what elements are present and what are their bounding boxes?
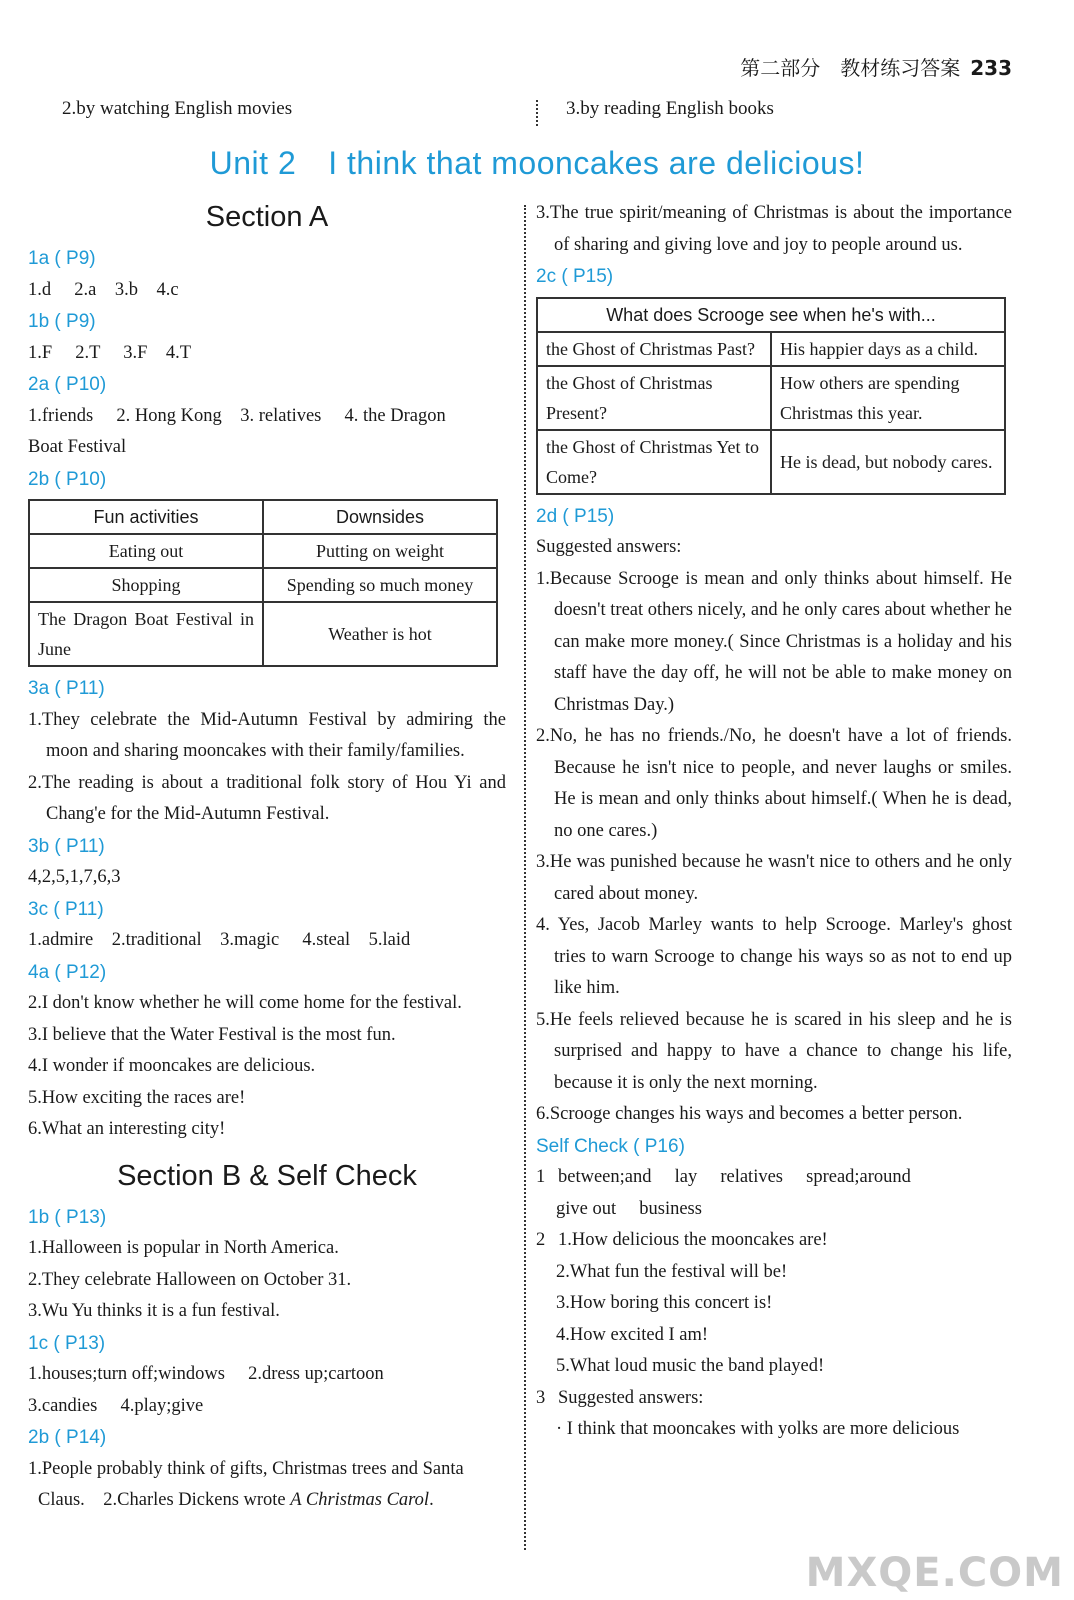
self-check-number: 2: [536, 1230, 546, 1250]
self-check-2-1: 1.How delicious the mooncakes are!: [558, 1230, 828, 1250]
label-4a: 4a ( P12): [28, 961, 107, 983]
table-cell: He is dead, but nobody cares.: [771, 430, 1005, 494]
answer-4a-6: 6.What an interesting city!: [28, 1119, 226, 1139]
answer-b-1c-2: 3.candies 4.play;give: [28, 1395, 204, 1416]
label-1a: 1a ( P9): [28, 248, 96, 269]
section-b-title: Section B & Self Check: [117, 1159, 417, 1192]
unit-title: [0, 145, 1074, 182]
answer-b-2b-1: 1.People probably think of gifts, Christmas trees and Santa: [28, 1458, 464, 1479]
label-b-2b: 2b ( P14): [28, 1427, 107, 1448]
top-answer-right: 3.by reading English books: [566, 98, 774, 119]
answer-b-2b-end: .: [429, 1490, 434, 1510]
answer-1b: 1.F 2.T 3.F 4.T: [28, 342, 192, 363]
label-3a: 3a ( P11): [28, 678, 105, 699]
answer-4a-5: 5.How exciting the races are!: [28, 1087, 246, 1108]
right-column: [536, 198, 1012, 1446]
self-check-3-head: Suggested answers:: [558, 1387, 704, 1408]
table-cell: How others are spending Christmas this year.: [771, 366, 1005, 430]
label-1b: 1b ( P9): [28, 311, 96, 332]
self-check-1-words: between;and lay relatives spread;around: [558, 1167, 911, 1187]
table-cell: Eating out: [29, 534, 263, 568]
table-row: [29, 602, 497, 666]
answer-3a-1: 1.They celebrate the Mid-Autumn Festival by admiring the moon and sharing mooncakes with their family/families.: [28, 709, 506, 761]
table-row: [537, 332, 1005, 366]
self-check-number: 1: [536, 1167, 546, 1187]
self-check-1: [536, 1162, 1012, 1194]
label-3b: 3b ( P11): [28, 835, 105, 857]
label-self-check: Self Check ( P16): [536, 1135, 685, 1157]
answer-4a-3: 3.I believe that the Water Festival is the most fun.: [28, 1024, 396, 1045]
label-2c: 2c ( P15): [536, 266, 614, 287]
book-title: A Christmas Carol: [290, 1490, 430, 1510]
unit-number: Unit 2: [209, 145, 297, 181]
label-b-1c: 1c ( P13): [28, 1332, 106, 1354]
table-cell: His happier days as a child.: [771, 332, 1005, 366]
label-2d: 2d ( P15): [536, 505, 615, 527]
self-check-2: [536, 1225, 1012, 1257]
answer-2d-6: 6.Scrooge changes his ways and becomes a better person.: [536, 1104, 963, 1124]
top-answer-left: 2.by watching English movies: [62, 98, 293, 119]
answer-4a-2: 2.I don't know whether he will come home for the festival.: [28, 993, 462, 1013]
self-check-2-2: 2.What fun the festival will be!: [556, 1261, 788, 1282]
watermark: MXQE.COM: [805, 1550, 1064, 1596]
label-b-1b: 1b ( P13): [28, 1206, 107, 1228]
label-3c: 3c ( P11): [28, 898, 104, 920]
self-check-2-3: 3.How boring this concert is!: [556, 1293, 773, 1313]
self-check-2-4: 4.How excited I am!: [556, 1324, 709, 1345]
answer-2b-3: 3.The true spirit/meaning of Christmas is about the importance of sharing and giving love and joy to people around us.: [536, 203, 1012, 255]
page-number: 233: [970, 56, 1012, 80]
answer-3c: 1.admire 2.traditional 3.magic 4.steal 5.laid: [28, 930, 411, 950]
answer-3a-2: 2.The reading is about a traditional folk story of Hou Yi and Chang'e for the Mid-Autumn Festival.: [28, 772, 506, 824]
table-cell: Putting on weight: [263, 534, 497, 568]
page-header: [740, 52, 1012, 81]
answer-b-2b-2: [28, 1485, 506, 1517]
table-cell: Shopping: [29, 568, 263, 602]
label-2b: 2b ( P10): [28, 468, 107, 490]
self-check-1-cont: give out business: [556, 1198, 702, 1219]
column-divider-top: [536, 100, 538, 126]
answer-b-1b-1: 1.Halloween is popular in North America.: [28, 1238, 339, 1258]
self-check-2-5: 5.What loud music the band played!: [556, 1356, 825, 1376]
table-row: [537, 298, 1005, 332]
table-row: [29, 534, 497, 568]
unit-heading: I think that mooncakes are delicious!: [328, 145, 865, 181]
table-row: [537, 430, 1005, 494]
table-2b: [28, 499, 498, 667]
answer-2a-line1: 1.friends 2. Hong Kong 3. relatives 4. the Dragon: [28, 405, 446, 426]
answer-1a: 1.d 2.a 3.b 4.c: [28, 279, 179, 300]
table-cell: the Ghost of Christmas Yet to Come?: [537, 430, 771, 494]
answer-b-1b-3: 3.Wu Yu thinks it is a fun festival.: [28, 1301, 280, 1321]
answer-b-2b-text: Claus. 2.Charles Dickens wrote: [38, 1490, 291, 1510]
section-a-title: Section A: [205, 201, 329, 233]
answer-2a-line2: Boat Festival: [28, 437, 127, 457]
suggested-answers: Suggested answers:: [536, 537, 682, 557]
table-row: [537, 366, 1005, 430]
table-cell: The Dragon Boat Festival in June: [29, 602, 263, 666]
answer-3b: 4,2,5,1,7,6,3: [28, 867, 121, 887]
left-column: [28, 195, 506, 1517]
table-row: [29, 568, 497, 602]
answer-b-1c-1: 1.houses;turn off;windows 2.dress up;cartoon: [28, 1364, 384, 1384]
label-2a: 2a ( P10): [28, 374, 107, 395]
table-header: Fun activities: [29, 500, 263, 534]
self-check-3-answer: · I think that mooncakes with yolks are more delicious: [556, 1419, 960, 1439]
table-cell: Weather is hot: [263, 602, 497, 666]
column-divider: [524, 205, 526, 1550]
answer-b-1b-2: 2.They celebrate Halloween on October 31.: [28, 1269, 352, 1290]
table-2c: [536, 297, 1006, 495]
answer-2d-5: 5.He feels relieved because he is scared in his sleep and he is surprised and happy to have a chance to change his life, because it is only the next morning.: [536, 1009, 1012, 1093]
table-header: What does Scrooge see when he's with...: [537, 298, 1005, 332]
table-cell: Spending so much money: [263, 568, 497, 602]
table-header: Downsides: [263, 500, 497, 534]
table-cell: the Ghost of Christmas Present?: [537, 366, 771, 430]
self-check-number: 3: [536, 1387, 546, 1408]
table-row: [29, 500, 497, 534]
header-section: 第二部分 教材练习答案: [740, 56, 961, 80]
answer-2d-3: 3.He was punished because he wasn't nice to others and he only cared about money.: [536, 852, 1012, 904]
answer-2d-2: 2.No, he has no friends./No, he doesn't have a lot of friends. Because he isn't nice to people, and never laughs or smiles. He is mean and only thinks about himself.( When he is dead, no one cares.): [536, 726, 1012, 841]
self-check-3: [536, 1383, 1012, 1415]
answer-2d-4: 4. Yes, Jacob Marley wants to help Scrooge. Marley's ghost tries to warn Scrooge to change his ways so as not to end up like him.: [536, 915, 1012, 998]
answer-2d-1: 1.Because Scrooge is mean and only thinks about himself. He doesn't treat others nicely, and he only cares about whether he can make more money.( Since Christmas is a holiday and his staff have the day off, he will not be able to make money on Christmas Day.): [536, 568, 1012, 715]
table-cell: the Ghost of Christmas Past?: [537, 332, 771, 366]
answer-4a-4: 4.I wonder if mooncakes are delicious.: [28, 1056, 316, 1076]
